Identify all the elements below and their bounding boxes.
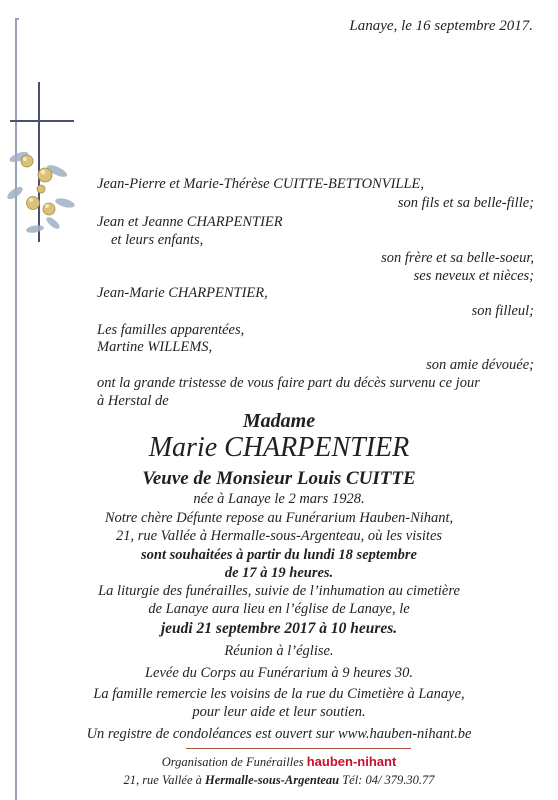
flower-decoration-icon — [5, 145, 80, 240]
funeral-date: jeudi 21 septembre 2017 à 10 heures. — [160, 620, 398, 637]
detail-line-5: La liturgie des funérailles, suivie de l’inhumation au cimetière — [98, 583, 460, 599]
footer-address — [0, 772, 558, 789]
detail-line-9: Levée du Corps au Funérarium à 9 heures 30. — [144, 665, 414, 681]
family-line-2: Jean et Jeanne CHARPENTIER — [97, 214, 283, 230]
detail-line-1: Notre chère Défunte repose au Funérarium Hauben-Nihant, — [104, 510, 454, 526]
footer-divider — [186, 748, 411, 749]
deceased-birth: née à Lanaye le 2 mars 1928. — [193, 491, 365, 507]
detail-line-6: de Lanaye aura lieu en l’église de Lanaye, le — [148, 601, 410, 617]
family-line-3: et leurs enfants, — [111, 232, 204, 248]
detail-line-10: La famille remercie les voisins de la rue du Cimetière à Lanaye, — [93, 686, 465, 702]
family-line-6: Les familles apparentées, — [97, 322, 245, 338]
footer-address-town: Hermalle-sous-Argenteau — [205, 773, 340, 787]
visiting-date: sont souhaitées à partir du lundi 18 septembre — [141, 547, 417, 563]
visiting-hours: de 17 à 19 heures. — [224, 565, 334, 581]
footer-phone: Tél: 04/ 379.30.77 — [342, 773, 435, 787]
detail-line-2: 21, rue Vallée à Hermalle-sous-Argenteau, où les visites — [115, 528, 443, 544]
meeting-church: Réunion à l’église. — [224, 643, 334, 659]
relation-brother: son frère et sa belle-soeur, — [381, 250, 534, 266]
footer-org-prefix: Organisation de Funérailles — [161, 755, 304, 769]
top-border-tick — [15, 18, 19, 20]
relation-son: son fils et sa belle-fille; — [397, 195, 534, 211]
notice-date: Lanaye, le 16 septembre 2017. — [349, 18, 533, 34]
relation-friend: son amie dévouée; — [426, 357, 534, 373]
announcement-line-2: à Herstal de — [97, 393, 169, 409]
family-line-7: Martine WILLEMS, — [97, 339, 213, 355]
relation-godson: son filleul; — [471, 303, 534, 319]
deceased-widow-of: Veuve de Monsieur Louis CUITTE — [142, 468, 416, 489]
footer-organisation — [0, 753, 558, 771]
deceased-name: Marie CHARPENTIER — [148, 432, 410, 463]
family-line-1: Jean-Pierre et Marie-Thérèse CUITTE-BETTONVILLE, — [97, 176, 425, 192]
detail-line-11: pour leur aide et leur soutien. — [192, 704, 366, 720]
footer-address-prefix: 21, rue Vallée à — [123, 773, 202, 787]
announcement-line-1: ont la grande tristesse de vous faire part du décès survenu ce jour — [97, 375, 480, 391]
brand-name: hauben-nihant — [306, 754, 397, 769]
deceased-title: Madame — [242, 410, 316, 432]
condolence-register: Un registre de condoléances est ouvert sur www.hauben-nihant.be — [86, 726, 472, 742]
family-line-5: Jean-Marie CHARPENTIER, — [97, 285, 268, 301]
relation-nephews: ses neveux et nièces; — [413, 268, 534, 284]
